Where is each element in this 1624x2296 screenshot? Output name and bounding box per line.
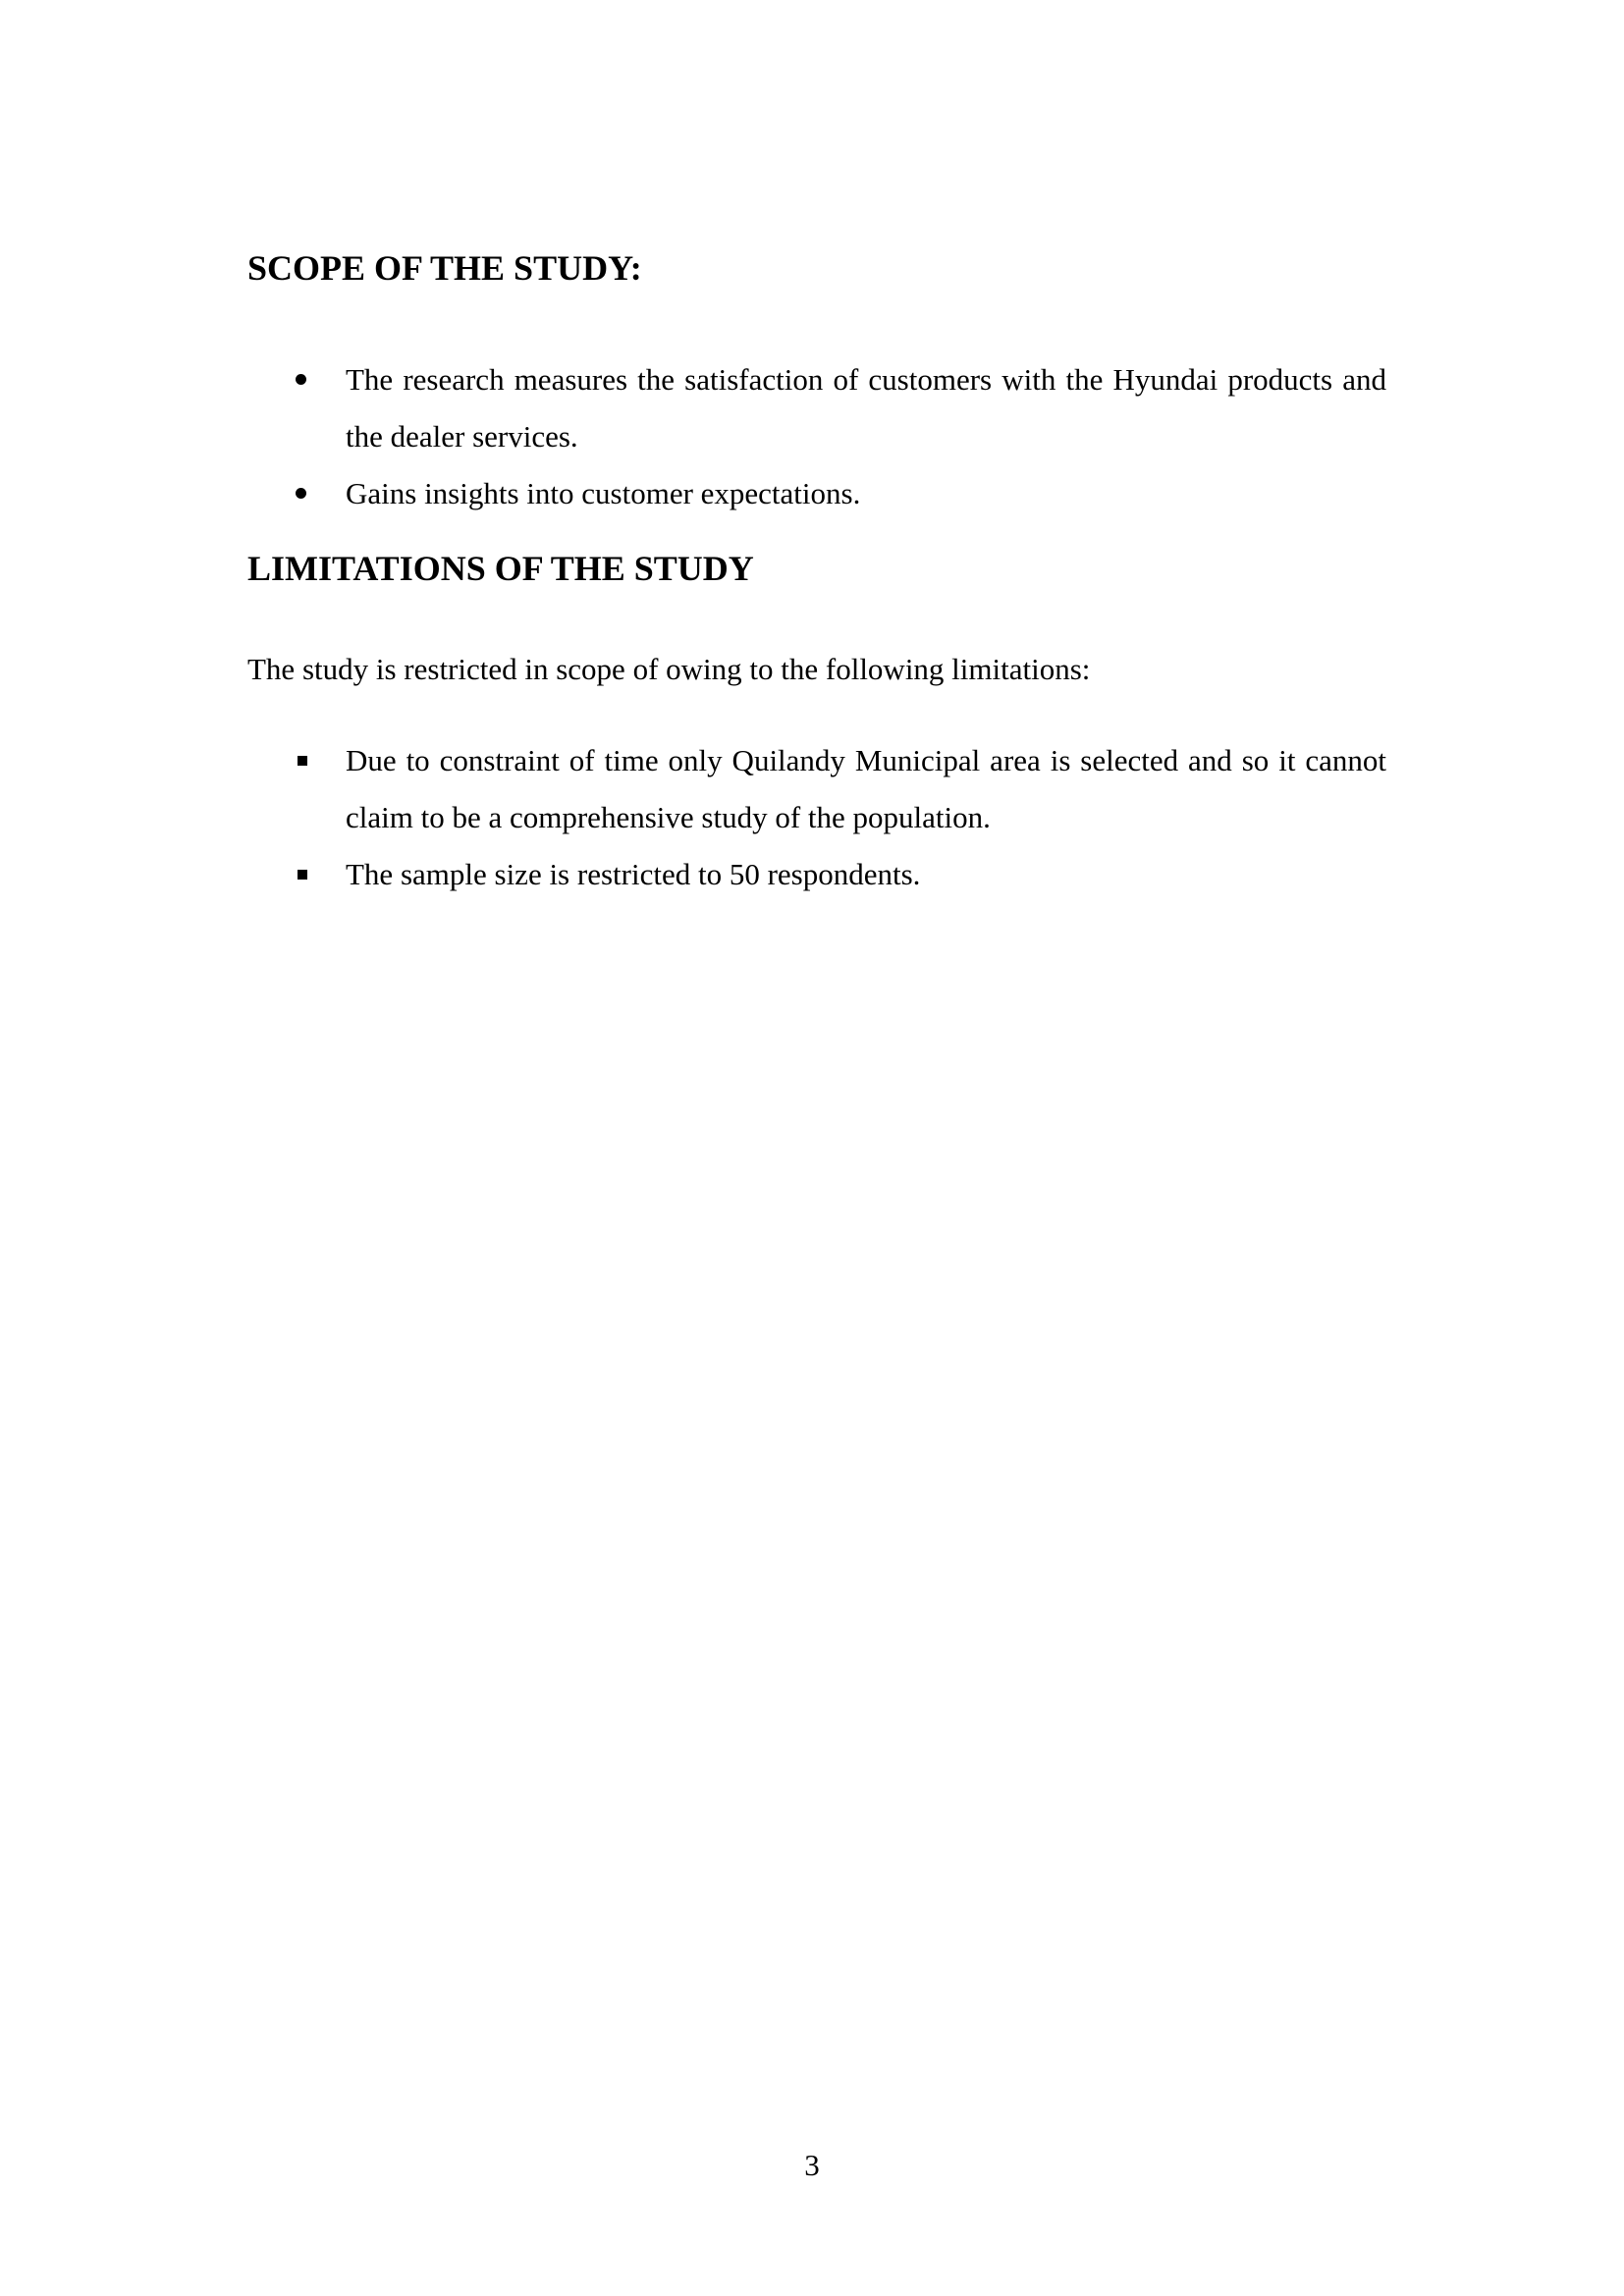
bullet-dot-icon xyxy=(247,465,306,522)
list-item-text: The sample size is restricted to 50 respondents. xyxy=(346,857,921,891)
list-item xyxy=(247,351,1386,465)
limitations-heading: LIMITATIONS OF THE STUDY xyxy=(247,549,754,588)
bullet-dot-icon xyxy=(247,351,306,408)
scope-list xyxy=(247,351,1386,522)
scope-heading: SCOPE OF THE STUDY: xyxy=(247,248,642,288)
bullet-square-icon xyxy=(247,732,306,789)
list-item-text: The research measures the satisfaction of customers with the Hyundai products and the dealer services. xyxy=(346,362,1386,454)
page-number: 3 xyxy=(804,2148,820,2182)
list-item-text: Gains insights into customer expectations. xyxy=(346,476,861,510)
list-item-text: Due to constraint of time only Quilandy Municipal area is selected and so it cannot claim to be a comprehensive study of the population. xyxy=(346,743,1386,834)
bullet-square-icon xyxy=(247,846,306,903)
limitations-intro: The study is restricted in scope of owing to the following limitations: xyxy=(247,652,1091,686)
list-item xyxy=(247,465,1386,522)
limitations-list xyxy=(247,732,1386,903)
list-item xyxy=(247,732,1386,846)
list-item xyxy=(247,846,1386,903)
